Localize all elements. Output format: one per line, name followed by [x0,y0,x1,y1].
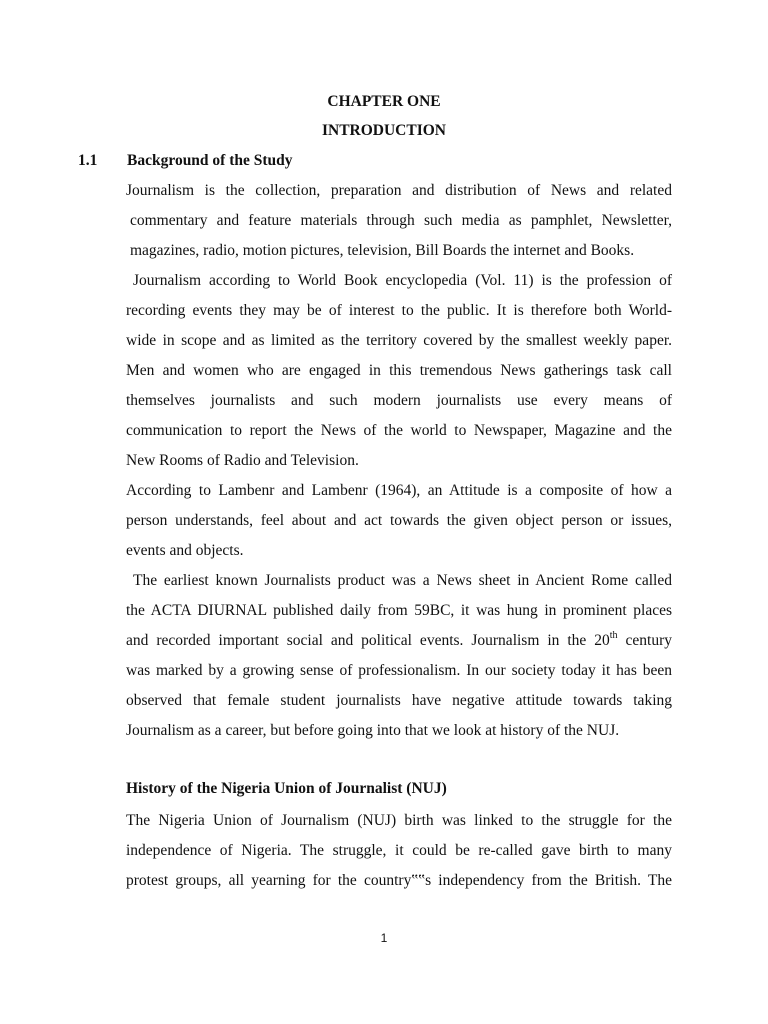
body-line: wide in scope and as limited as the territory covered by the smallest weekly paper. [126,332,672,349]
section-number: 1.1 [78,152,98,169]
body-line: The Nigeria Union of Journalism (NUJ) birth was linked to the struggle for the [126,812,672,829]
body-line [126,629,672,650]
body-line: The earliest known Journalists product was a News sheet in Ancient Rome called [133,572,672,589]
body-line: Men and women who are engaged in this tremendous News gatherings task call [126,362,672,379]
page-number: 1 [380,931,388,945]
body-line-text: century [625,632,672,649]
body-line: Journalism is the collection, preparation and distribution of News and related [126,182,672,199]
body-line: independence of Nigeria. The struggle, it could be re-called gave birth to many [126,842,672,859]
body-line: commentary and feature materials through such media as pamphlet, Newsletter, [130,212,672,229]
superscript-ordinal: th [609,629,618,641]
body-line: New Rooms of Radio and Television. [126,452,359,469]
body-line: themselves journalists and such modern journalists use every means of [126,392,672,409]
body-line: According to Lambenr and Lambenr (1964), an Attitude is a composite of how a [126,482,672,499]
section-title: Background of the Study [127,152,293,169]
body-line: Journalism according to World Book encyclopedia (Vol. 11) is the profession of [133,272,672,289]
body-line: communication to report the News of the world to Newspaper, Magazine and the [126,422,672,439]
body-line: the ACTA DIURNAL published daily from 59BC, it was hung in prominent places [126,602,672,619]
body-line: events and objects. [126,542,244,559]
body-line: Journalism as a career, but before going into that we look at history of the NUJ. [126,722,620,739]
body-line: observed that female student journalists have negative attitude towards taking [126,692,672,709]
body-line: person understands, feel about and act towards the given object person or issues, [126,512,672,529]
body-line-text: and recorded important social and political events. Journalism in the 20 [126,632,610,649]
body-line: was marked by a growing sense of professionalism. In our society today it has been [126,662,672,679]
history-heading: History of the Nigeria Union of Journalist (NUJ) [126,780,447,797]
chapter-title: CHAPTER ONE [327,93,441,110]
body-line: recording events they may be of interest to the public. It is therefore both World- [126,302,672,319]
body-line: magazines, radio, motion pictures, television, Bill Boards the internet and Books. [130,242,635,259]
chapter-subtitle: INTRODUCTION [321,122,446,139]
body-line: protest groups, all yearning for the country‟‟s independency from the British. The [126,872,672,889]
